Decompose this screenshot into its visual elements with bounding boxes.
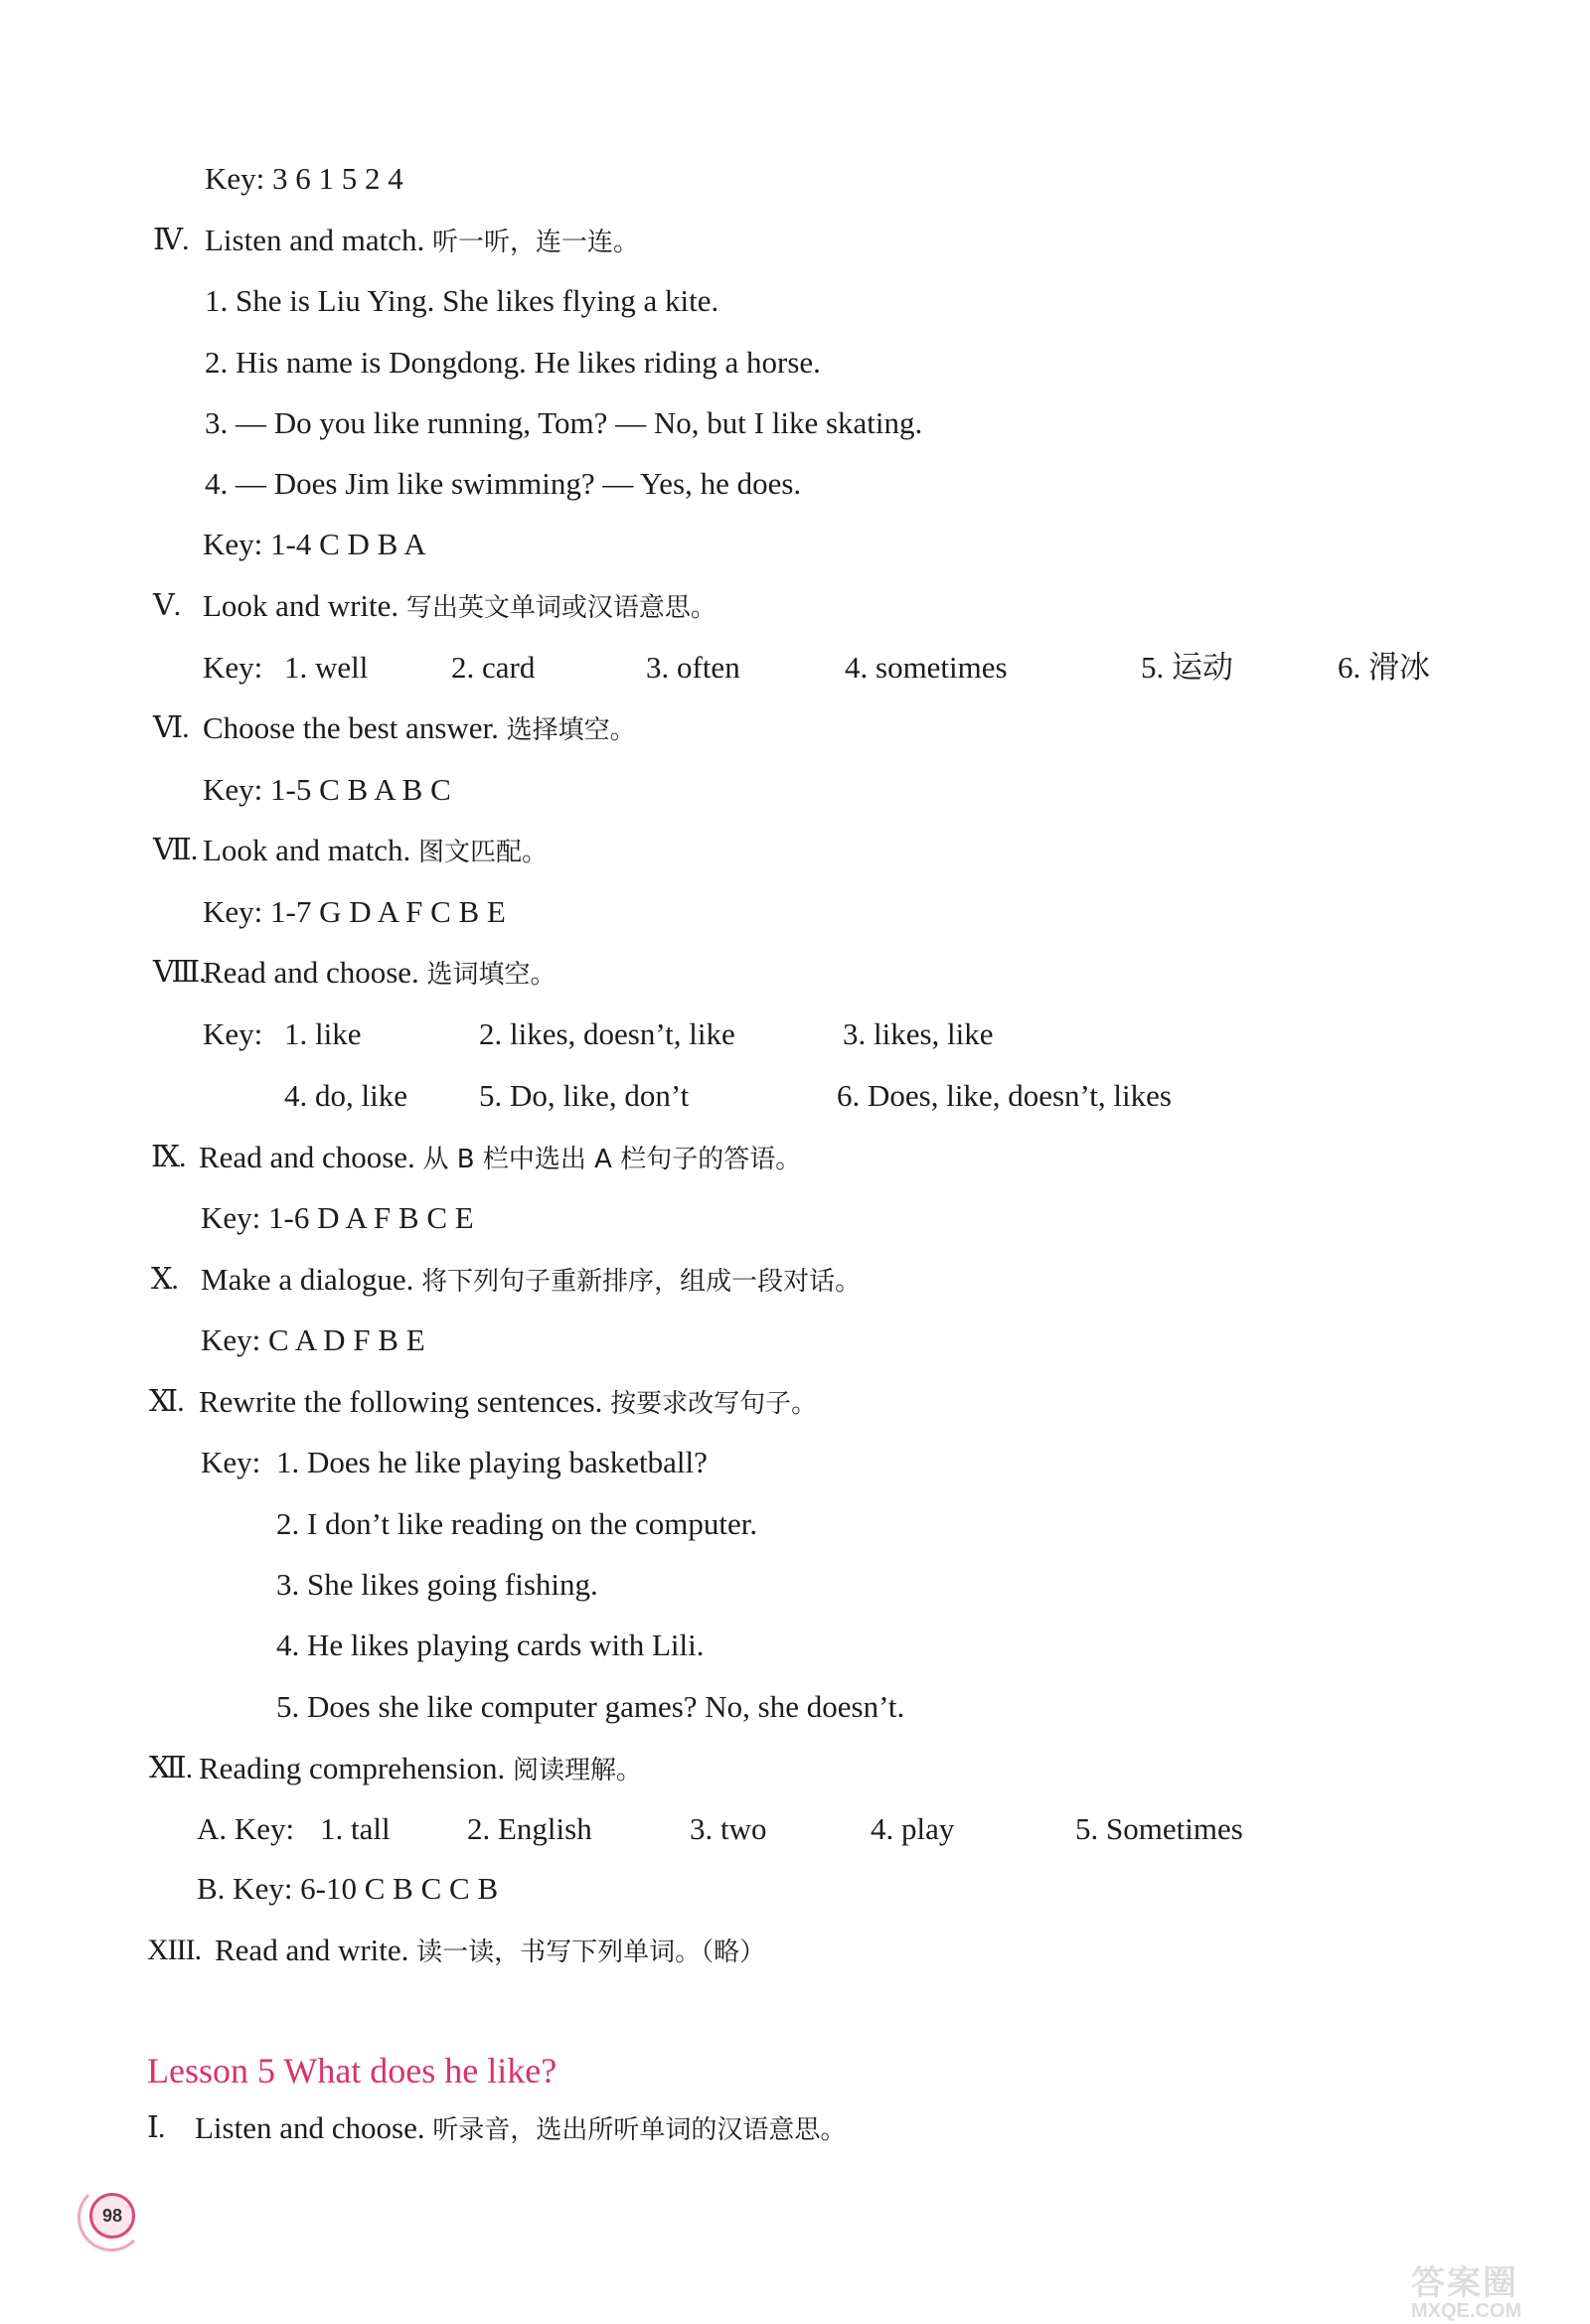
section-number: Ⅶ. — [153, 834, 198, 866]
section-title: Read and write. — [215, 1933, 409, 1967]
answer: 1. like — [284, 1016, 362, 1051]
answer: 5. Does she like computer games? No, she doesn’t. — [276, 1689, 905, 1724]
answer-key: Key: 1-5 C B A B C — [203, 772, 451, 807]
section-title-cn: 从 B 栏中选出 A 栏句子的答语。 — [422, 1145, 802, 1174]
answer: 2. card — [451, 650, 536, 685]
section-number: Ⅹ. — [151, 1263, 178, 1296]
answer: 4. He likes playing cards with Lili. — [276, 1627, 705, 1662]
list-item: 3. — Do you like running, Tom? — No, but I like skating. — [205, 405, 923, 440]
answer: 3. two — [690, 1811, 767, 1846]
answer-key: Key: 1-4 C D B A — [203, 527, 426, 561]
answer: 5. Sometimes — [1075, 1811, 1243, 1846]
page-number: 98 — [89, 2193, 135, 2239]
answer-key: B. Key: 6-10 C B C C B — [197, 1871, 499, 1906]
section-title: Make a dialogue. — [201, 1262, 414, 1297]
section-number: Ⅷ. — [153, 956, 206, 989]
answer: 4. sometimes — [845, 650, 1008, 685]
section-title-cn: 读一读，书写下列单词。（略） — [416, 1937, 766, 1967]
key-label: Key: — [203, 1016, 263, 1051]
section-number: XIII. — [147, 1934, 202, 1966]
answer: 2. English — [467, 1811, 592, 1846]
answer: 3. She likes going fishing. — [276, 1567, 598, 1602]
answer: 5. Do, like, don’t — [479, 1078, 690, 1113]
section-title-cn: 选词填空。 — [426, 960, 556, 990]
answer-key: Key: 1-7 G D A F C B E — [203, 894, 506, 929]
section-number: Ⅰ. — [147, 2111, 165, 2144]
intro-key: Key: 3 6 1 5 2 4 — [205, 161, 403, 196]
lesson-title: Lesson 5 What does he like? — [147, 2051, 557, 2091]
answer: 3. often — [646, 650, 740, 685]
answer: 5. 运动 — [1141, 650, 1233, 685]
list-item: 1. She is Liu Ying. She likes flying a kite. — [205, 283, 719, 318]
answer: 2. I don’t like reading on the computer. — [276, 1506, 758, 1541]
section-title: Look and write. — [203, 588, 399, 623]
section-title-cn: 阅读理解。 — [512, 1756, 642, 1785]
section-title-cn: 听一听，连一连。 — [432, 228, 640, 257]
list-item: 2. His name is Dongdong. He likes riding a horse. — [205, 345, 821, 380]
section-title: Read and choose. — [199, 1140, 415, 1174]
section-title-cn: 写出英文单词或汉语意思。 — [405, 593, 716, 623]
answer: 6. Does, like, doesn’t, likes — [837, 1078, 1172, 1113]
section-number: Ⅵ. — [153, 711, 189, 744]
section-title-cn: 选择填空。 — [506, 715, 636, 745]
section-title: Choose the best answer. — [203, 710, 499, 745]
answer: 6. 滑冰 — [1338, 650, 1430, 685]
answer-key: Key: 1-6 D A F B C E — [201, 1200, 474, 1235]
answer: 1. Does he like playing basketball? — [276, 1445, 708, 1479]
key-label: Key: — [201, 1445, 261, 1479]
key-label: A. Key: — [197, 1811, 295, 1846]
section-title: Look and match. — [203, 833, 411, 867]
section-title-cn: 听录音，选出所听单词的汉语意思。 — [432, 2115, 847, 2145]
section-number: Ⅸ. — [151, 1141, 186, 1173]
section-title: Listen and choose. — [195, 2110, 425, 2145]
section-title-cn: 图文匹配。 — [417, 838, 548, 867]
section-number: Ⅻ. — [149, 1752, 193, 1784]
section-number: Ⅴ. — [153, 589, 181, 622]
watermark-text: 答案圈 — [1411, 2264, 1518, 2302]
answer: 1. tall — [320, 1811, 391, 1846]
section-number: Ⅳ. — [153, 224, 189, 256]
answer-key: Key: C A D F B E — [201, 1322, 425, 1357]
answer: 1. well — [284, 650, 369, 685]
section-title-cn: 按要求改写句子。 — [610, 1389, 818, 1419]
section-title: Read and choose. — [203, 955, 419, 990]
answer: 4. do, like — [284, 1078, 407, 1113]
section-title-cn: 将下列句子重新排序，组成一段对话。 — [421, 1267, 862, 1297]
section-title: Listen and match. — [205, 223, 425, 257]
section-title: Reading comprehension. — [199, 1751, 506, 1785]
list-item: 4. — Does Jim like swimming? — Yes, he does. — [205, 466, 802, 501]
answer: 2. likes, doesn’t, like — [479, 1016, 735, 1051]
answer: 4. play — [871, 1811, 955, 1846]
watermark-logo — [1411, 2255, 1575, 2320]
watermark-url: MXQE.COM — [1411, 2300, 1522, 2322]
section-number: Ⅺ. — [149, 1385, 184, 1418]
section-title: Rewrite the following sentences. — [199, 1384, 603, 1419]
answer: 3. likes, like — [843, 1016, 994, 1051]
key-label: Key: — [203, 650, 263, 685]
